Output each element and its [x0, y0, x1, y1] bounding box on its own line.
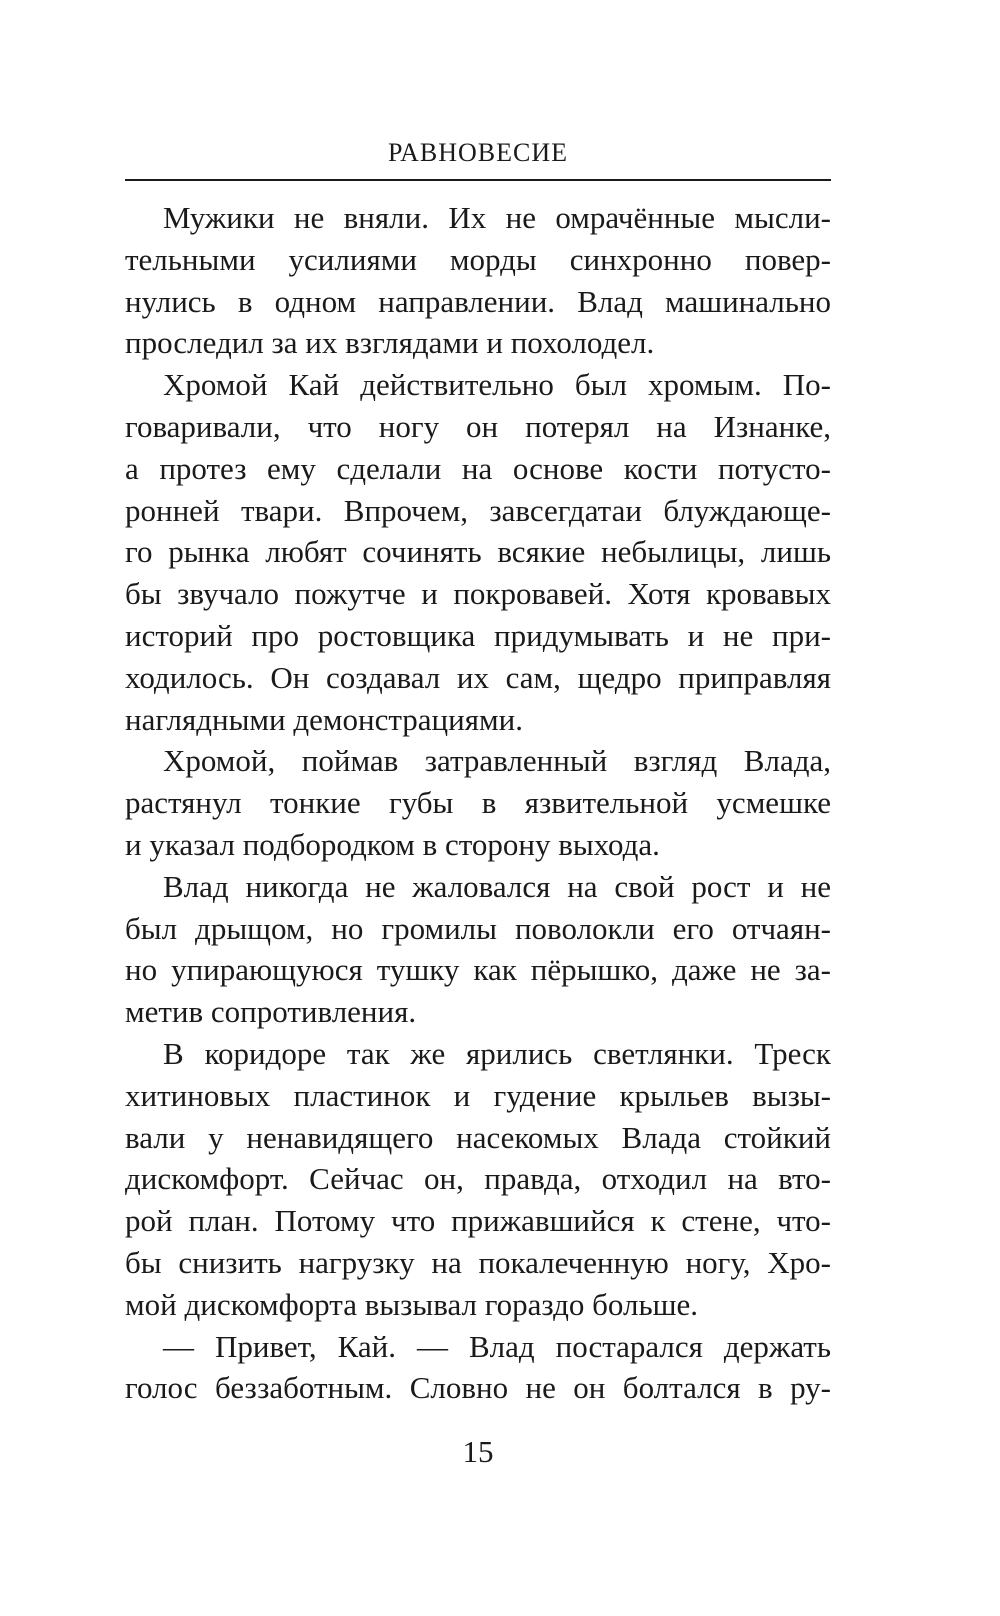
running-header: РАВНОВЕСИЕ — [387, 138, 569, 167]
text-line: бы снизить нагрузку на покалеченную ногу, Хро- — [125, 1244, 831, 1280]
text-line: — Привет, Кай. — Влад постарался держать — [163, 1328, 831, 1364]
text-line: говаривали, что ногу он потерял на Изнанке, — [125, 408, 831, 444]
text-line: рой план. Потому что прижавшийся к стене, что- — [125, 1203, 831, 1239]
text-line: Хромой Кай действительно был хромым. По- — [163, 367, 831, 403]
text-line: ходилось. Он создавал их сам, щедро приправляя — [125, 659, 831, 695]
text-line: тельными усилиями морды синхронно повер- — [125, 241, 831, 277]
text-line: историй про ростовщика придумывать и не при- — [125, 617, 831, 653]
text-line: бы звучало пожутче и покровавей. Хотя кровавых — [125, 576, 831, 612]
page-number: 15 — [462, 1434, 494, 1469]
text-line: нулись в одном направлении. Влад машинально — [125, 283, 831, 319]
text-line: метив сопротивления. — [125, 994, 417, 1030]
text-line: и указал подбородком в сторону выхода. — [125, 826, 660, 862]
text-line: Хромой, поймав затравленный взгляд Влада, — [163, 743, 831, 779]
text-line: ронней твари. Впрочем, завсегдатаи блуждающе- — [125, 492, 831, 528]
text-line: но упирающуюся тушку как пёрышко, даже не за- — [125, 952, 831, 988]
text-line: вали у ненавидящего насекомых Влада стойкий — [125, 1119, 831, 1155]
body-text — [125, 197, 831, 1409]
text-line: го рынка любят сочинять всякие небылицы, лишь — [125, 534, 831, 570]
text-line: растянул тонкие губы в язвительной усмешке — [125, 785, 831, 821]
text-line: проследил за их взглядами и похолодел. — [125, 325, 655, 361]
header-rule — [125, 179, 831, 181]
text-line: хитиновых пластинок и гудение крыльев вызы- — [125, 1077, 831, 1113]
text-line: а протез ему сделали на основе кости потусто- — [125, 450, 831, 486]
text-line: дискомфорт. Сейчас он, правда, отходил на вто- — [125, 1161, 831, 1197]
text-line: В коридоре так же ярились светлянки. Треск — [163, 1035, 831, 1071]
text-line: мой дискомфорта вызывал гораздо больше. — [125, 1286, 698, 1322]
text-line: Влад никогда не жаловался на свой рост и не — [163, 868, 831, 904]
text-line: был дрыщом, но громилы поволокли его отчаян- — [125, 910, 831, 946]
text-line: наглядными демонстрациями. — [125, 701, 523, 737]
text-line: голос беззаботным. Словно не он болтался в ру- — [125, 1370, 831, 1406]
text-line: Мужики не вняли. Их не омрачённые мысли- — [163, 200, 831, 235]
